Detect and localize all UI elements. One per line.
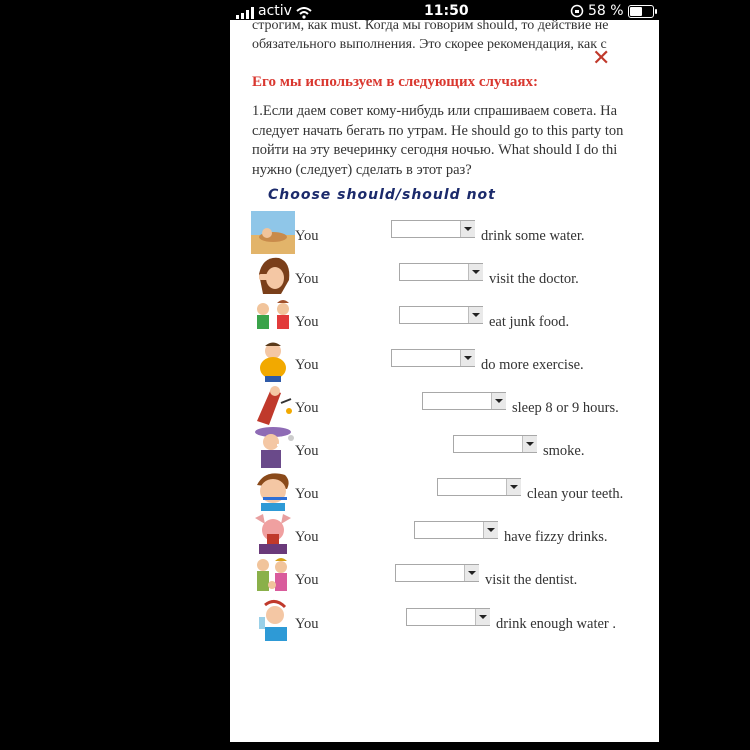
section-heading: Его мы используем в следующих случаях: (252, 74, 538, 90)
exercise-phrase: have fizzy drinks. (504, 529, 608, 545)
chevron-down-icon[interactable] (460, 350, 475, 366)
chevron-down-icon[interactable] (522, 436, 537, 452)
exercise-phrase: drink enough water . (496, 616, 616, 632)
rule-line: 1.Если даем совет кому-нибудь или спрашиваем совета. На (252, 103, 618, 119)
battery-percent: 58 % (588, 3, 624, 19)
subject-label: You (295, 271, 319, 287)
thirsty-man-desert-icon (251, 211, 295, 254)
intro-line: обязательного выполнения. Это скорее рекомендация, как с (252, 37, 607, 52)
children-icon (251, 297, 295, 340)
exercise-item (251, 254, 659, 298)
chevron-down-icon[interactable] (506, 479, 521, 495)
chevron-down-icon[interactable] (464, 565, 479, 581)
close-icon[interactable]: ✕ (592, 46, 611, 71)
subject-label: You (295, 529, 319, 545)
exercise-item (251, 469, 659, 513)
exercise-phrase: eat junk food. (489, 314, 570, 330)
exercise-item (251, 340, 659, 384)
subject-label: You (295, 572, 319, 588)
exercise-item (251, 555, 659, 599)
rule-text (252, 102, 623, 180)
wifi-icon (296, 7, 312, 19)
subject-label: You (295, 314, 319, 330)
chevron-down-icon[interactable] (475, 609, 490, 625)
exercise-item (251, 512, 659, 556)
exercise-phrase: smoke. (543, 443, 585, 459)
rule-line: пойти на эту вечеринку сегодня ночью. What should I do thi (252, 142, 618, 158)
family-dentist-icon (251, 555, 295, 598)
exercise-item (251, 599, 659, 643)
battery-level (630, 7, 642, 16)
clock: 11:50 (424, 3, 469, 19)
chevron-down-icon[interactable] (491, 393, 506, 409)
fat-boy-icon (251, 340, 295, 383)
subject-label: You (295, 400, 319, 416)
signal-bars-icon (236, 7, 254, 19)
fizzy-drink-man-icon (251, 512, 295, 555)
subject-label: You (295, 357, 319, 373)
battery-icon (628, 5, 654, 18)
web-page[interactable] (230, 20, 659, 742)
toothbrush-boy-icon (251, 469, 295, 512)
status-right (570, 3, 654, 19)
chevron-down-icon[interactable] (460, 221, 475, 237)
subject-label: You (295, 228, 319, 244)
chevron-down-icon[interactable] (468, 264, 483, 280)
sleeping-bag-icon (251, 383, 295, 426)
exercise-phrase: sleep 8 or 9 hours. (512, 400, 619, 416)
rule-line: нужно (следует) сделать в этот раз? (252, 161, 472, 178)
subject-label: You (295, 443, 319, 459)
drinking-man-icon (251, 599, 295, 642)
exercise-item (251, 426, 659, 470)
exercise-item (251, 211, 659, 255)
chevron-down-icon[interactable] (483, 522, 498, 538)
chevron-down-icon[interactable] (468, 307, 483, 323)
subject-label: You (295, 486, 319, 502)
exercise-item (251, 297, 659, 341)
rule-line: следует начать бегать по утрам. He should go to this party ton (252, 122, 624, 139)
exercise-phrase: visit the doctor. (489, 271, 579, 287)
exercise-item (251, 383, 659, 427)
orientation-lock-icon (570, 4, 584, 18)
exercise-phrase: clean your teeth. (527, 486, 624, 502)
carrier-name: activ (258, 3, 292, 19)
exercise-phrase: do more exercise. (481, 357, 584, 373)
smoking-man-icon (251, 426, 295, 469)
signal-carrier (236, 3, 312, 19)
exercise-title: Choose should/should not (268, 187, 496, 203)
intro-line: строгим, как must. Когда мы говорим should, то действие не (252, 20, 609, 33)
exercise-phrase: drink some water. (481, 228, 585, 244)
sick-woman-icon (251, 254, 295, 297)
exercise-phrase: visit the dentist. (485, 572, 578, 588)
subject-label: You (295, 616, 319, 632)
